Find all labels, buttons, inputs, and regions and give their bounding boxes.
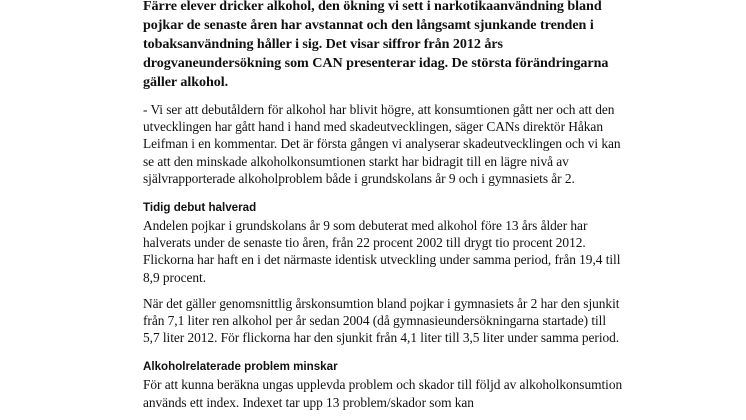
section-heading-alkoholrelaterade: Alkoholrelaterade problem minskar xyxy=(143,360,338,374)
quote-paragraph: - Vi ser att debutåldern för alkohol har blivit högre, att konsumtionen gått ner och att den utvecklingen har gått hand i hand med skadeutvecklingen, säger CANs direktör Håkan Leifman i en kommentar. Det är första gången vi analyserar skadeutvecklingen och vi kan se att den minskade alkoholkonsumtionen starkt har bidragit till en lägre nivå av självrapporterade alkoholproblem både i grundskolans år 9 och i gymnasiets år 2. xyxy=(143,102,621,186)
section1-paragraph-2: När det gäller genomsnittlig årskonsumtion bland pojkar i gymnasiets år 2 har den sjunkit från 7,1 liter ren alkohol per år sedan 2004 (då gymnasieundersökningarna startade) till 5,7 liter 2012. För flickorna har den sjunkit från 4,1 liter till 3,5 liter under samma period. xyxy=(143,295,620,346)
section-heading-tidig-debut: Tidig debut halverad xyxy=(143,201,257,215)
lead-paragraph: Färre elever dricker alkohol, den ökning vi sett i narkotikaanvändning bland pojkar de senaste åren har avstannat och den långsamt sjunkande trenden i tobaksanvändning håller i sig. Det visar siffror från 2012 års drogvaneundersökning som CAN presenterar idag. De största förändringarna gäller alkohol. xyxy=(143,0,609,90)
section1-paragraph-1: Andelen pojkar i grundskolans år 9 som debuterat med alkohol före 13 års ålder har halverats under de senaste tio åren, från 22 procent 2002 till drygt tio procent 2012. Flickorna har haft en i det närmaste identisk utveckling under samma period, från 19,4 till 8,9 procent. xyxy=(143,218,621,285)
document-page xyxy=(143,0,623,420)
section2-paragraph-1: För att kunna beräkna ungas upplevda problem och skador till följd av alkoholkonsumtion används ett index. Indexet tar upp 13 problem/skador som kan xyxy=(143,377,623,410)
